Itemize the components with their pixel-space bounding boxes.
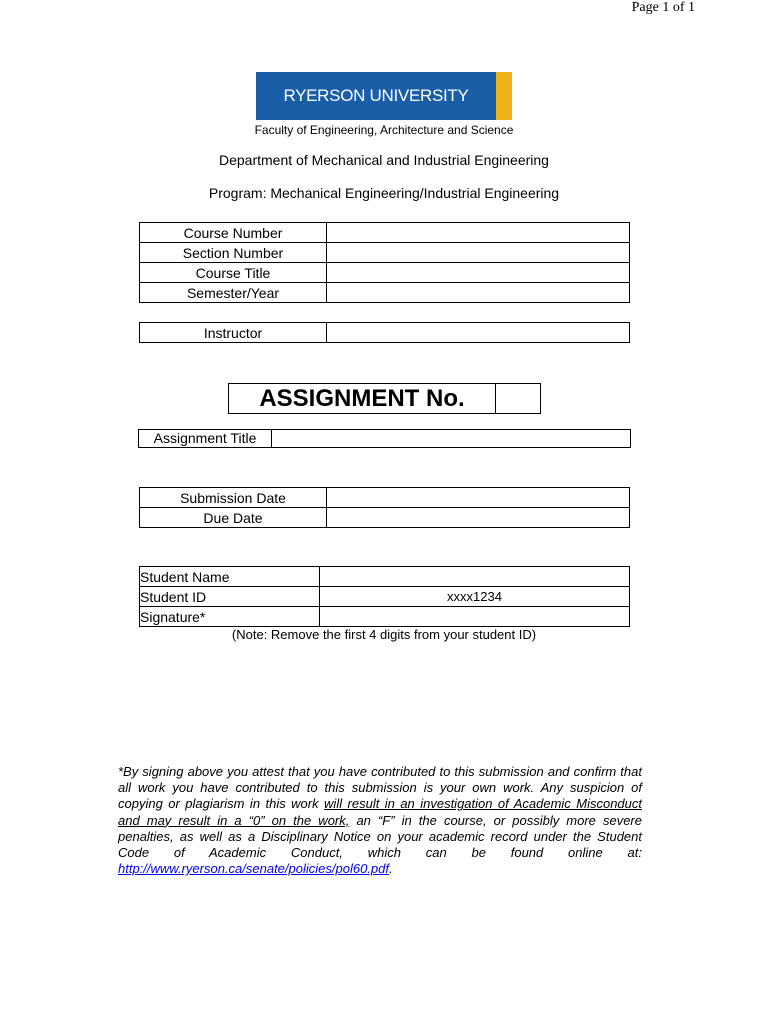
assignment-heading: ASSIGNMENT No. [229,384,496,413]
course-title-label: Course Title [140,263,327,283]
department-name: Department of Mechanical and Industrial Engineering [219,152,549,168]
table-row [140,243,630,263]
table-row [140,607,630,627]
assignment-title-field[interactable] [272,430,631,448]
instructor-table [139,322,630,343]
instructor-label: Instructor [140,323,327,343]
table-row [140,283,630,303]
student-id-field[interactable]: xxxx1234 [320,587,630,607]
course-number-field[interactable] [327,223,630,243]
signature-field[interactable] [320,607,630,627]
table-row [140,263,630,283]
policy-link[interactable]: http://www.ryerson.ca/senate/policies/pol60.pdf [118,861,389,877]
table-row [140,587,630,607]
logo-text: RYERSON UNIVERSITY [283,86,469,105]
table-row [140,223,630,243]
logo-stripe [496,72,512,120]
disclaimer-end: . [388,861,393,877]
academic-integrity-disclaimer [118,764,642,877]
disclaimer-text: *By signing above you attest that you have contributed to this submission and confirm that all work you have contributed to this submission is your own work. Any suspicion of copying or plagiarism in this work [118,764,642,812]
student-id-note: (Note: Remove the first 4 digits from your student ID) [231,627,537,642]
faculty-name: Faculty of Engineering, Architecture and Science [254,123,514,137]
signature-label: Signature* [140,607,320,627]
dates-table [139,487,630,528]
due-date-label: Due Date [140,508,327,528]
due-date-field[interactable] [327,508,630,528]
instructor-field[interactable] [327,323,630,343]
table-row [140,488,630,508]
section-number-field[interactable] [327,243,630,263]
table-row [140,323,630,343]
page-number: Page 1 of 1 [631,0,695,15]
ryerson-logo [256,72,512,120]
assignment-number-box [228,383,541,414]
table-row [140,508,630,528]
student-name-label: Student Name [140,567,320,587]
program-name: Program: Mechanical Engineering/Industrial Engineering [208,185,560,201]
student-name-field[interactable] [320,567,630,587]
student-id-label: Student ID [140,587,320,607]
table-row [139,430,631,448]
section-number-label: Section Number [140,243,327,263]
student-table [139,566,630,627]
submission-date-label: Submission Date [140,488,327,508]
assignment-title-label: Assignment Title [139,430,272,448]
semester-year-field[interactable] [327,283,630,303]
course-number-label: Course Number [140,223,327,243]
table-row [140,567,630,587]
submission-date-field[interactable] [327,488,630,508]
course-title-field[interactable] [327,263,630,283]
assignment-number-field[interactable] [496,384,540,413]
disclaimer-text-continued: an “F” in the course, or possibly more severe penalties, as well as a Disciplinary Notice on your academic record under the Student Code of Academic Conduct, which can be found online at: [118,812,642,861]
semester-year-label: Semester/Year [140,283,327,303]
course-info-table [139,222,630,303]
assignment-title-table [138,429,631,448]
disclaimer-underlined-text: will result in an investigation of Academic Misconduct and may result in a “0” on the work, [118,796,642,828]
